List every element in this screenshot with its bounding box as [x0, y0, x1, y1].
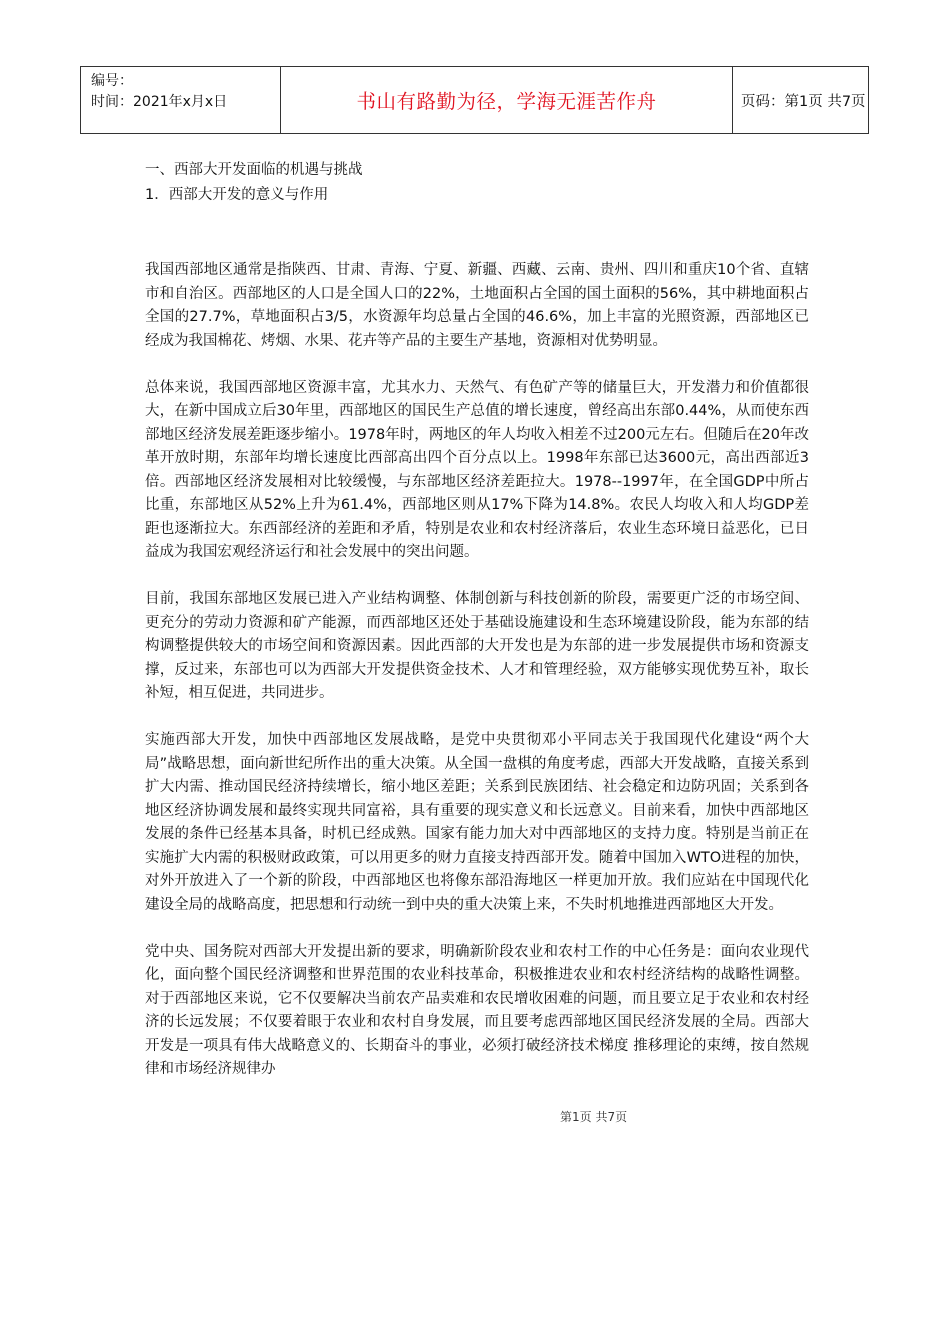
header-motto: 书山有路勤为径，学海无涯苦作舟	[281, 67, 733, 133]
paragraph: 实施西部大开发，加快中西部地区发展战略，是党中央贯彻邓小平同志关于我国现代化建设“两个大局”战略思想，面向新世纪所作出的重大决策。从全国一盘棋的角度考虑，西部大开发战略，直接关系到扩大内需、推动国民经济持续增长，缩小地区差距；关系到民族团结、社会稳定和边防巩固；关系到各地区经济协调发展和最终实现共同富裕，具有重要的现实意义和长远意义。目前来看，加快中西部地区发展的条件已经基本具备，时机已经成熟。国家有能力加大对中西部地区的支持力度。特别是当前正在实施扩大内需的积极财政政策，可以用更多的财力直接支持西部开发。随着中国加入WTO进程的加快，对外开放进入了一个新的阶段，中西部地区也将像东部沿海地区一样更加开放。我们应站在中国现代化建设全局的战略高度，把思想和行动统一到中央的重大决策上来，不失时机地推进西部地区大开发。	[145, 732, 809, 913]
document-date: 时间：2021年x月x日	[91, 94, 228, 110]
paragraph: 目前，我国东部地区发展已进入产业结构调整、体制创新与科技创新的阶段，需要更广泛的市场空间、更充分的劳动力资源和矿产能源，而西部地区还处于基础设施建设和生态环境建设阶段，能为东部的结构调整提供较大的市场空间和资源因素。因此西部的大开发也是为东部的进一步发展提供市场和资源支撑，反过来，东部也可以为西部大开发提供资金技术、人才和管理经验，双方能够实现优势互补，取长补短，相互促进，共同进步。	[145, 591, 809, 701]
paragraph: 总体来说，我国西部地区资源丰富，尤其水力、天然气、有色矿产等的储量巨大，开发潜力和价值都很大，在新中国成立后30年里，西部地区的国民生产总值的增长速度，曾经高出东部0.44%，从而使东西部地区经济发展差距逐步缩小。1978年时，两地区的年人均收入相差不过200元左右。但随后在20年改革开放时期，东部年均增长速度比西部高出四个百分点以上。1998年东部已达3600元，高出西部近3倍。西部地区经济发展相对比较缓慢，与东部地区经济差距拉大。1978--1997年，在全国GDP中所占比重，东部地区从52%上升为61.4%，西部地区则从17%下降为14.8%。农民人均收入和人均GDP差距也逐渐拉大。东西部经济的差距和矛盾，特别是农业和农村经济落后，农业生态环境日益恶化，已日益成为我国宏观经济运行和社会发展中的突出问题。	[145, 379, 809, 560]
page-footer: 第1页 共7页	[560, 1110, 628, 1124]
document-header	[80, 66, 869, 134]
document-number-label: 编号：	[91, 73, 133, 89]
section-heading: 一、西部大开发面临的机遇与挑战	[145, 162, 363, 178]
subsection-heading: 1．西部大开发的意义与作用	[145, 187, 329, 203]
document-body	[145, 259, 809, 1105]
header-page-info: 页码：第1页 共7页	[741, 93, 866, 110]
paragraph: 党中央、国务院对西部大开发提出新的要求，明确新阶段农业和农村工作的中心任务是：面向农业现代化，面向整个国民经济调整和世界范围的农业科技革命，积极推进农业和农村经济结构的战略性调整。对于西部地区来说，它不仅要解决当前农产品卖难和农民增收困难的问题，而且要立足于农业和农村经济的长远发展；不仅要着眼于农业和农村自身发展，而且要考虑西部地区国民经济发展的全局。西部大开发是一项具有伟大战略意义的、长期奋斗的事业，必须打破经济技术梯度 推移理论的束缚，按自然规律和市场经济规律办	[145, 943, 809, 1077]
header-meta	[81, 67, 281, 133]
paragraph: 我国西部地区通常是指陕西、甘肃、青海、宁夏、新疆、西藏、云南、贵州、四川和重庆10个省、直辖市和自治区。西部地区的人口是全国人口的22%，土地面积占全国的国土面积的56%，其中耕地面积占全国的27.7%，草地面积占3/5，水资源年均总量占全国的46.6%，加上丰富的光照资源，西部地区已经成为我国棉花、烤烟、水果、花卉等产品的主要生产基地，资源相对优势明显。	[145, 262, 809, 349]
